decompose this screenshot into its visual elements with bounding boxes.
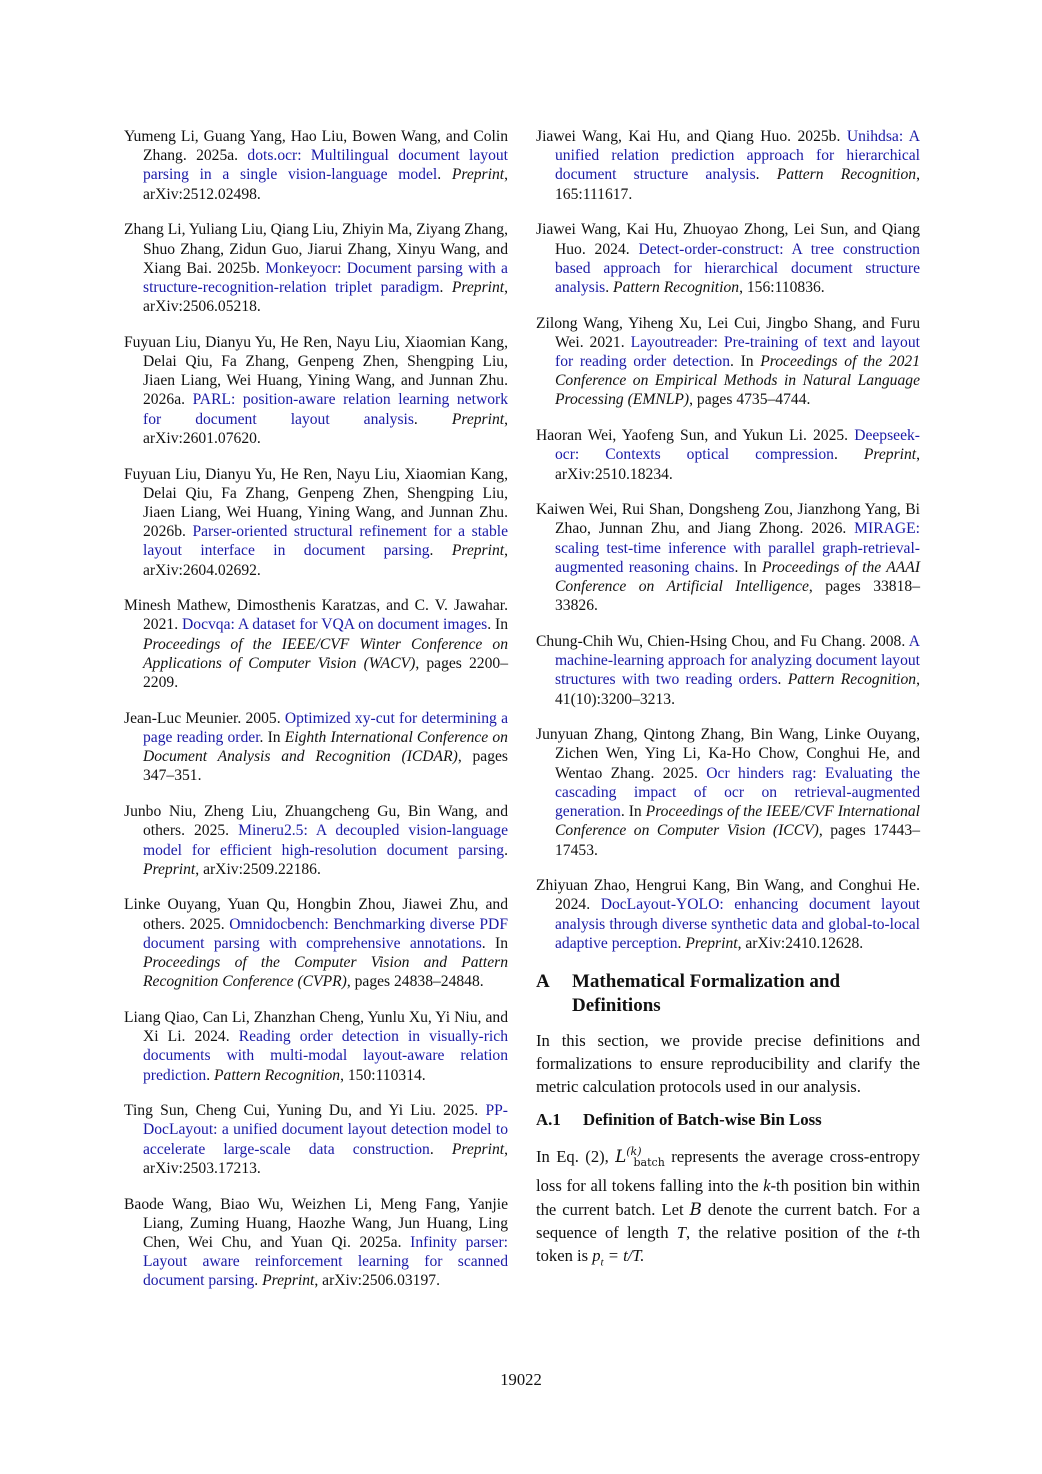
reference-authors: Jiawei Wang, Kai Hu, Zhuoyao Zhong, Lei Sun, and Qiang Huo. 2024.	[536, 221, 920, 258]
reference-venue: Proceedings of the Computer Vision and Pattern Recognition Conference (CVPR)	[143, 954, 508, 991]
reference-separator: .	[439, 278, 452, 296]
math-t: t	[896, 1222, 902, 1242]
reference-separator: . In	[620, 803, 646, 821]
reference-entry	[124, 127, 508, 204]
reference-authors: Fuyuan Liu, Dianyu Yu, He Ren, Nayu Liu, Xiaomian Kang, Delai Qiu, Fa Zhang, Genpeng Zhen, Shengping Liu, Jiaen Liang, Wei Huang, Yining Wang, and Junnan Zhu. 2026a.	[124, 333, 508, 409]
text-run: -th token is	[536, 1222, 920, 1265]
reference-authors: Haoran Wei, Yaofeng Sun, and Yukun Li. 2025.	[536, 427, 855, 445]
reference-separator: .	[437, 166, 452, 184]
reference-link[interactable]: PARL: position-aware relation learning network for document layout analysis	[143, 391, 508, 428]
reference-venue: Preprint	[451, 542, 505, 560]
section-number: A	[536, 970, 550, 992]
subsection-number: A.1	[536, 1110, 561, 1130]
reference-link[interactable]: Monkeyocr: Document parsing with a structure-recognition-relation triplet paradigm	[143, 259, 508, 296]
reference-details: , pages 17443–17453.	[555, 822, 920, 859]
math-equation	[592, 1245, 645, 1269]
reference-venue: Preprint	[863, 446, 917, 464]
reference-authors: Junbo Niu, Zheng Liu, Zhuangcheng Gu, Bin Wang, and others. 2025.	[124, 803, 508, 840]
reference-details: , arXiv:2510.18234.	[555, 446, 921, 483]
reference-venue: Proceedings of the AAAI Conference on Artificial Intelligence	[555, 558, 921, 596]
reference-separator: .	[755, 166, 777, 184]
text-run: , the relative position of the	[685, 1222, 897, 1242]
right-reference-list	[536, 127, 920, 953]
reference-link[interactable]: dots.ocr: Multilingual document layout parsing in a single vision-language model	[143, 147, 508, 184]
reference-details: , arXiv:2506.03197.	[314, 1272, 440, 1290]
reference-authors: Junyuan Zhang, Qintong Zhang, Bin Wang, Linke Ouyang, Zichen Wen, Ying Li, Ka-Ho Chow, Conghui He, and Wentao Zhang. 2025.	[536, 726, 920, 782]
reference-entry	[536, 876, 920, 953]
reference-venue: Preprint	[262, 1272, 315, 1290]
section-title: Mathematical Formalization and Definitions	[572, 970, 841, 1017]
reference-link[interactable]: Reading order detection in visually-rich documents with multi-modal layout-aware relation prediction	[143, 1028, 508, 1084]
reference-entry	[124, 220, 508, 316]
reference-details: , arXiv:2410.12628.	[737, 934, 864, 952]
reference-authors: Baode Wang, Biao Wu, Weizhen Li, Meng Fang, Yanjie Liang, Zuming Huang, Haozhe Wang, Jun Huang, Ling Chen, Wei Chu, and Yuan Qi. 2025a.	[124, 1195, 508, 1251]
reference-authors: Jiawei Wang, Kai Hu, and Qiang Huo. 2025b.	[536, 128, 847, 145]
reference-entry	[536, 632, 920, 709]
loss-superscript: (k)	[626, 1145, 642, 1159]
reference-entry	[124, 895, 508, 991]
reference-venue: Eighth International Conference on Document Analysis and Recognition (ICDAR)	[143, 728, 508, 766]
reference-details: , arXiv:2512.02498.	[143, 166, 508, 203]
page-number: 19022	[500, 1370, 542, 1389]
reference-details: , arXiv:2604.02692.	[143, 542, 508, 579]
reference-details: , arXiv:2506.05218.	[143, 278, 509, 316]
reference-details: , arXiv:2503.17213.	[143, 1140, 508, 1177]
subsection-title: Definition of Batch-wise Bin Loss	[583, 1110, 822, 1130]
reference-details: , arXiv:2601.07620.	[143, 410, 508, 447]
reference-venue: Pattern Recognition	[787, 671, 917, 689]
math-T: T	[676, 1222, 686, 1242]
reference-venue: Preprint	[685, 934, 738, 952]
text-run: represents the average cross-entropy loss for all tokens falling into the	[536, 1147, 920, 1196]
reference-separator: .	[605, 278, 614, 296]
reference-entry	[536, 725, 920, 859]
reference-venue: Pattern Recognition	[214, 1066, 341, 1084]
reference-entry	[124, 465, 508, 580]
reference-details: , pages 2200–2209.	[143, 654, 508, 692]
reference-authors: Zhiyuan Zhao, Hengrui Kang, Bin Wang, and Conghui He. 2024.	[536, 877, 920, 914]
reference-entry	[536, 500, 920, 615]
eq-p: p	[592, 1245, 601, 1265]
math-k: k	[763, 1176, 771, 1196]
reference-entry	[536, 220, 920, 297]
reference-separator: . In	[481, 934, 508, 952]
eq-rest: = t/T.	[603, 1245, 645, 1265]
reference-authors: Zhang Li, Yuliang Liu, Qiang Liu, Zhiyin Ma, Ziyang Zhang, Shuo Zhang, Zidun Guo, Jiarui Zhang, Xinyu Wang, and Xiang Bai. 2025b.	[124, 221, 508, 277]
reference-venue: Preprint	[143, 860, 196, 878]
reference-link[interactable]: Docvqa: A dataset for VQA on document images	[182, 616, 488, 634]
reference-details: , arXiv:2509.22186.	[195, 860, 321, 878]
reference-venue: Proceedings of the IEEE/CVF International Conference on Computer Vision (ICCV)	[555, 803, 920, 840]
reference-link[interactable]: Deepseek-ocr: Contexts optical compression	[555, 427, 920, 464]
reference-separator: .	[206, 1066, 215, 1084]
loss-symbol-letter: L	[615, 1147, 627, 1167]
reference-authors: Linke Ouyang, Yuan Qu, Hongbin Zhou, Jiawei Zhu, and others. 2025.	[124, 896, 508, 933]
reference-entry	[124, 1008, 508, 1085]
eq-sub: t	[600, 1256, 604, 1269]
reference-venue: Pattern Recognition	[776, 166, 917, 184]
section-paragraph: In this section, we provide precise definitions and formalizations to ensure reproducibility and clarify the metric calculation protocols used in our analysis.	[536, 1030, 920, 1096]
reference-link[interactable]: MIRAGE: scaling test-time inference with parallel graph-retrieval-augmented reasoning chains	[555, 520, 920, 576]
reference-link[interactable]: PP-DocLayout: a unified document layout detection model to accelerate large-scale data construction	[143, 1102, 508, 1158]
reference-link[interactable]: DocLayout-YOLO: enhancing document layout analysis through diverse synthetic data and global-to-local adaptive perception	[555, 896, 921, 952]
left-column	[124, 127, 508, 1307]
reference-entry	[124, 333, 508, 448]
reference-venue: Proceedings of the IEEE/CVF Winter Conference on Applications of Computer Vision (WACV)	[143, 635, 508, 672]
reference-separator: . In	[734, 558, 763, 576]
reference-entry	[124, 1195, 508, 1291]
reference-venue: Preprint	[451, 278, 505, 296]
reference-venue: Preprint	[451, 1140, 505, 1158]
reference-entry	[536, 426, 920, 484]
reference-authors: Fuyuan Liu, Dianyu Yu, He Ren, Nayu Liu, Xiaomian Kang, Delai Qiu, Fa Zhang, Genpeng Zhen, Shengping Liu, Jiaen Liang, Wei Huang, Yining Wang, and Junnan Zhu. 2026b.	[124, 465, 508, 541]
reference-details: , pages 33818–33826.	[555, 578, 920, 615]
reference-venue: Preprint	[451, 166, 505, 184]
reference-link[interactable]: Mineru2.5: A decoupled vision-language model for efficient high-resolution document parsing	[143, 822, 508, 859]
subsection-paragraph	[536, 1140, 920, 1274]
reference-entry	[124, 802, 508, 879]
subsection-heading	[536, 1109, 920, 1131]
loss-subscript: batch	[633, 1156, 665, 1170]
reference-authors: Kaiwen Wei, Rui Shan, Dongsheng Zou, Jianzhong Yang, Bi Zhao, Junnan Zhu, and Jiang Zhong. 2026.	[536, 501, 920, 538]
reference-link[interactable]: A machine-learning approach for analyzing document layout structures with two reading orders	[555, 632, 921, 689]
reference-entry	[124, 596, 508, 692]
reference-authors: Chung-Chih Wu, Chien-Hsing Chou, and Fu Chang. 2008.	[536, 632, 909, 650]
reference-details: , pages 347–351.	[143, 748, 508, 785]
math-batch-symbol: B	[689, 1199, 702, 1219]
reference-link[interactable]: Omnidocbench: Benchmarking diverse PDF document parsing with comprehensive annotations	[143, 915, 508, 952]
reference-authors: Ting Sun, Cheng Cui, Yuning Du, and Yi Liu. 2025.	[124, 1102, 486, 1120]
right-column	[536, 127, 920, 1285]
reference-separator: .	[504, 841, 508, 859]
reference-separator: .	[413, 410, 452, 428]
reference-separator: .	[254, 1272, 263, 1290]
reference-authors: Jean-Luc Meunier. 2005.	[124, 709, 285, 727]
reference-authors: Zilong Wang, Yiheng Xu, Lei Cui, Jingbo Shang, and Furu Wei. 2021.	[536, 314, 920, 351]
reference-link[interactable]: Ocr hinders rag: Evaluating the cascading impact of ocr on retrieval-augmented generation	[555, 764, 920, 821]
reference-details: , 41(10):3200–3213.	[555, 671, 920, 708]
reference-venue: Pattern Recognition	[613, 278, 740, 296]
reference-link[interactable]: Layoutreader: Pre-training of text and layout for reading order detection	[555, 333, 920, 371]
reference-separator: .	[777, 671, 788, 689]
reference-authors: Liang Qiao, Can Li, Zhanzhan Cheng, Yunlu Xu, Yi Niu, and Xi Li. 2024.	[124, 1008, 508, 1046]
reference-authors: Minesh Mathew, Dimosthenis Karatzas, and C. V. Jawahar. 2021.	[124, 597, 508, 634]
text-run: -th position bin within the current batch. Let	[536, 1176, 920, 1219]
reference-separator: . In	[487, 616, 509, 634]
reference-link[interactable]: Unihdsa: A unified relation prediction approach for hierarchical document structure analysis	[555, 128, 921, 184]
reference-link[interactable]: Infinity parser: Layout aware reinforcement learning for scanned document parsing	[143, 1233, 509, 1290]
reference-venue: Preprint	[451, 410, 505, 428]
reference-separator: . In	[259, 728, 285, 746]
reference-details: , 165:111617.	[555, 166, 920, 203]
reference-separator: . In	[730, 353, 761, 371]
reference-separator: .	[833, 446, 864, 464]
section-heading	[536, 970, 920, 1019]
reference-link[interactable]: Optimized xy-cut for determining a page reading order	[143, 709, 508, 746]
text-run: In Eq. (2),	[536, 1147, 616, 1167]
reference-link[interactable]: Detect-order-construct: A tree construction based approach for hierarchical document structure analysis	[555, 240, 920, 296]
loss-symbol	[615, 1145, 665, 1170]
reference-details: , pages 4735–4744.	[689, 391, 811, 409]
reference-details: , 150:110314.	[340, 1066, 426, 1084]
reference-venue: Proceedings of the 2021 Conference on Empirical Methods in Natural Language Processing (EMNLP)	[555, 353, 920, 409]
reference-separator: .	[677, 934, 686, 952]
reference-entry	[124, 709, 508, 786]
reference-authors: Yumeng Li, Guang Yang, Hao Liu, Bowen Wang, and Colin Zhang. 2025a.	[124, 128, 508, 165]
reference-link[interactable]: Parser-oriented structural refinement for a stable layout interface in document parsing	[143, 523, 509, 560]
reference-separator: .	[429, 542, 452, 560]
text-run: denote the current batch. For a sequence of length	[536, 1199, 920, 1242]
reference-details: , 156:110836.	[739, 278, 825, 296]
reference-entry	[536, 314, 920, 410]
reference-separator: .	[429, 1140, 452, 1158]
reference-entry	[124, 1101, 508, 1178]
reference-details: , pages 24838–24848.	[346, 973, 484, 991]
reference-entry	[536, 127, 920, 204]
